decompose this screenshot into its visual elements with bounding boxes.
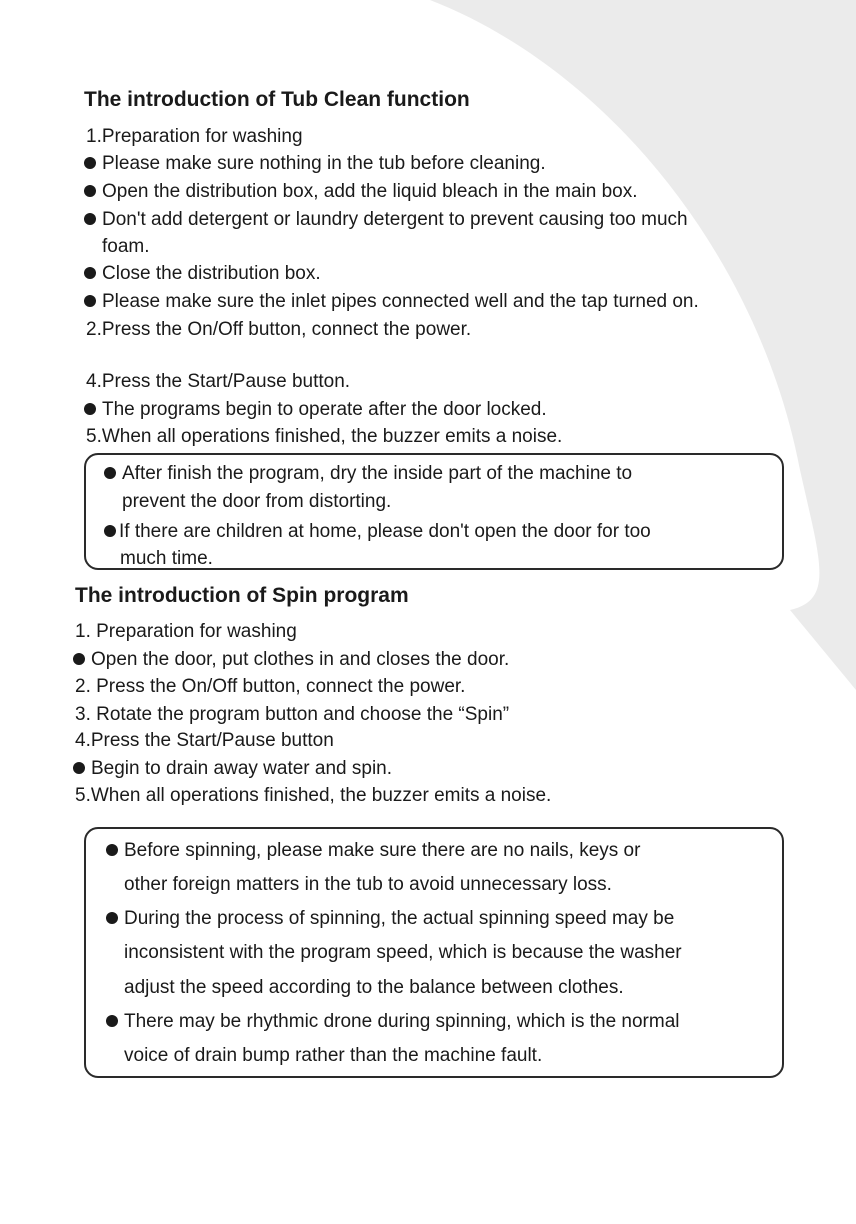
tub-clean-bullet-6: The programs begin to operate after the door locked. xyxy=(84,398,547,422)
spin-step-2: 2. Press the On/Off button, connect the power. xyxy=(75,676,466,697)
bullet-icon xyxy=(84,185,96,197)
bullet-icon xyxy=(84,295,96,307)
spin-note-2-cont-2: adjust the speed according to the balance between clothes. xyxy=(124,977,624,998)
bullet-icon xyxy=(106,912,118,924)
tub-clean-bullet-3: Don't add detergent or laundry detergent to prevent causing too much xyxy=(84,208,688,232)
spin-step-3: 3. Rotate the program button and choose the “Spin” xyxy=(75,704,510,725)
tub-clean-note-1-cont: prevent the door from distorting. xyxy=(122,491,392,512)
spin-note-3: There may be rhythmic drone during spinning, which is the normal xyxy=(106,1010,680,1034)
spin-bullet-2: Begin to drain away water and spin. xyxy=(73,757,392,781)
spin-step-5: 5.When all operations finished, the buzzer emits a noise. xyxy=(75,785,552,806)
tub-clean-note-2: If there are children at home, please don't open the door for too xyxy=(104,520,651,544)
spin-heading: The introduction of Spin program xyxy=(75,584,409,607)
tub-clean-bullet-3-cont: foam. xyxy=(102,236,150,257)
tub-clean-bullet-1: Please make sure nothing in the tub before cleaning. xyxy=(84,152,546,176)
bullet-icon xyxy=(106,1015,118,1027)
tub-clean-step-4: 4.Press the Start/Pause button. xyxy=(86,371,351,392)
bullet-icon xyxy=(73,762,85,774)
tub-clean-heading: The introduction of Tub Clean function xyxy=(84,88,470,111)
bullet-icon xyxy=(84,403,96,415)
spin-step-4: 4.Press the Start/Pause button xyxy=(75,730,334,751)
bullet-icon xyxy=(84,157,96,169)
spin-note-1-cont: other foreign matters in the tub to avoid unnecessary loss. xyxy=(124,874,612,895)
tub-clean-step-2: 2.Press the On/Off button, connect the power. xyxy=(86,319,472,340)
bullet-icon xyxy=(84,267,96,279)
bullet-icon xyxy=(73,653,85,665)
bullet-icon xyxy=(106,844,118,856)
bullet-icon xyxy=(104,467,116,479)
spin-note-2: During the process of spinning, the actual spinning speed may be xyxy=(106,907,674,931)
bullet-icon xyxy=(84,213,96,225)
spin-bullet-1: Open the door, put clothes in and closes the door. xyxy=(73,648,509,672)
tub-clean-note-1: After finish the program, dry the inside part of the machine to xyxy=(104,462,632,486)
tub-clean-step-1: 1.Preparation for washing xyxy=(86,126,303,147)
tub-clean-note-2-cont: much time. xyxy=(120,548,213,569)
tub-clean-step-5: 5.When all operations finished, the buzzer emits a noise. xyxy=(86,426,563,447)
spin-note-2-cont-1: inconsistent with the program speed, which is because the washer xyxy=(124,942,682,963)
spin-note-3-cont: voice of drain bump rather than the machine fault. xyxy=(124,1045,543,1066)
bullet-icon xyxy=(104,525,116,537)
spin-step-1: 1. Preparation for washing xyxy=(75,621,297,642)
tub-clean-bullet-2: Open the distribution box, add the liquid bleach in the main box. xyxy=(84,180,638,204)
tub-clean-bullet-4: Close the distribution box. xyxy=(84,262,321,286)
tub-clean-bullet-5: Please make sure the inlet pipes connected well and the tap turned on. xyxy=(84,290,699,314)
spin-note-1: Before spinning, please make sure there are no nails, keys or xyxy=(106,839,640,863)
